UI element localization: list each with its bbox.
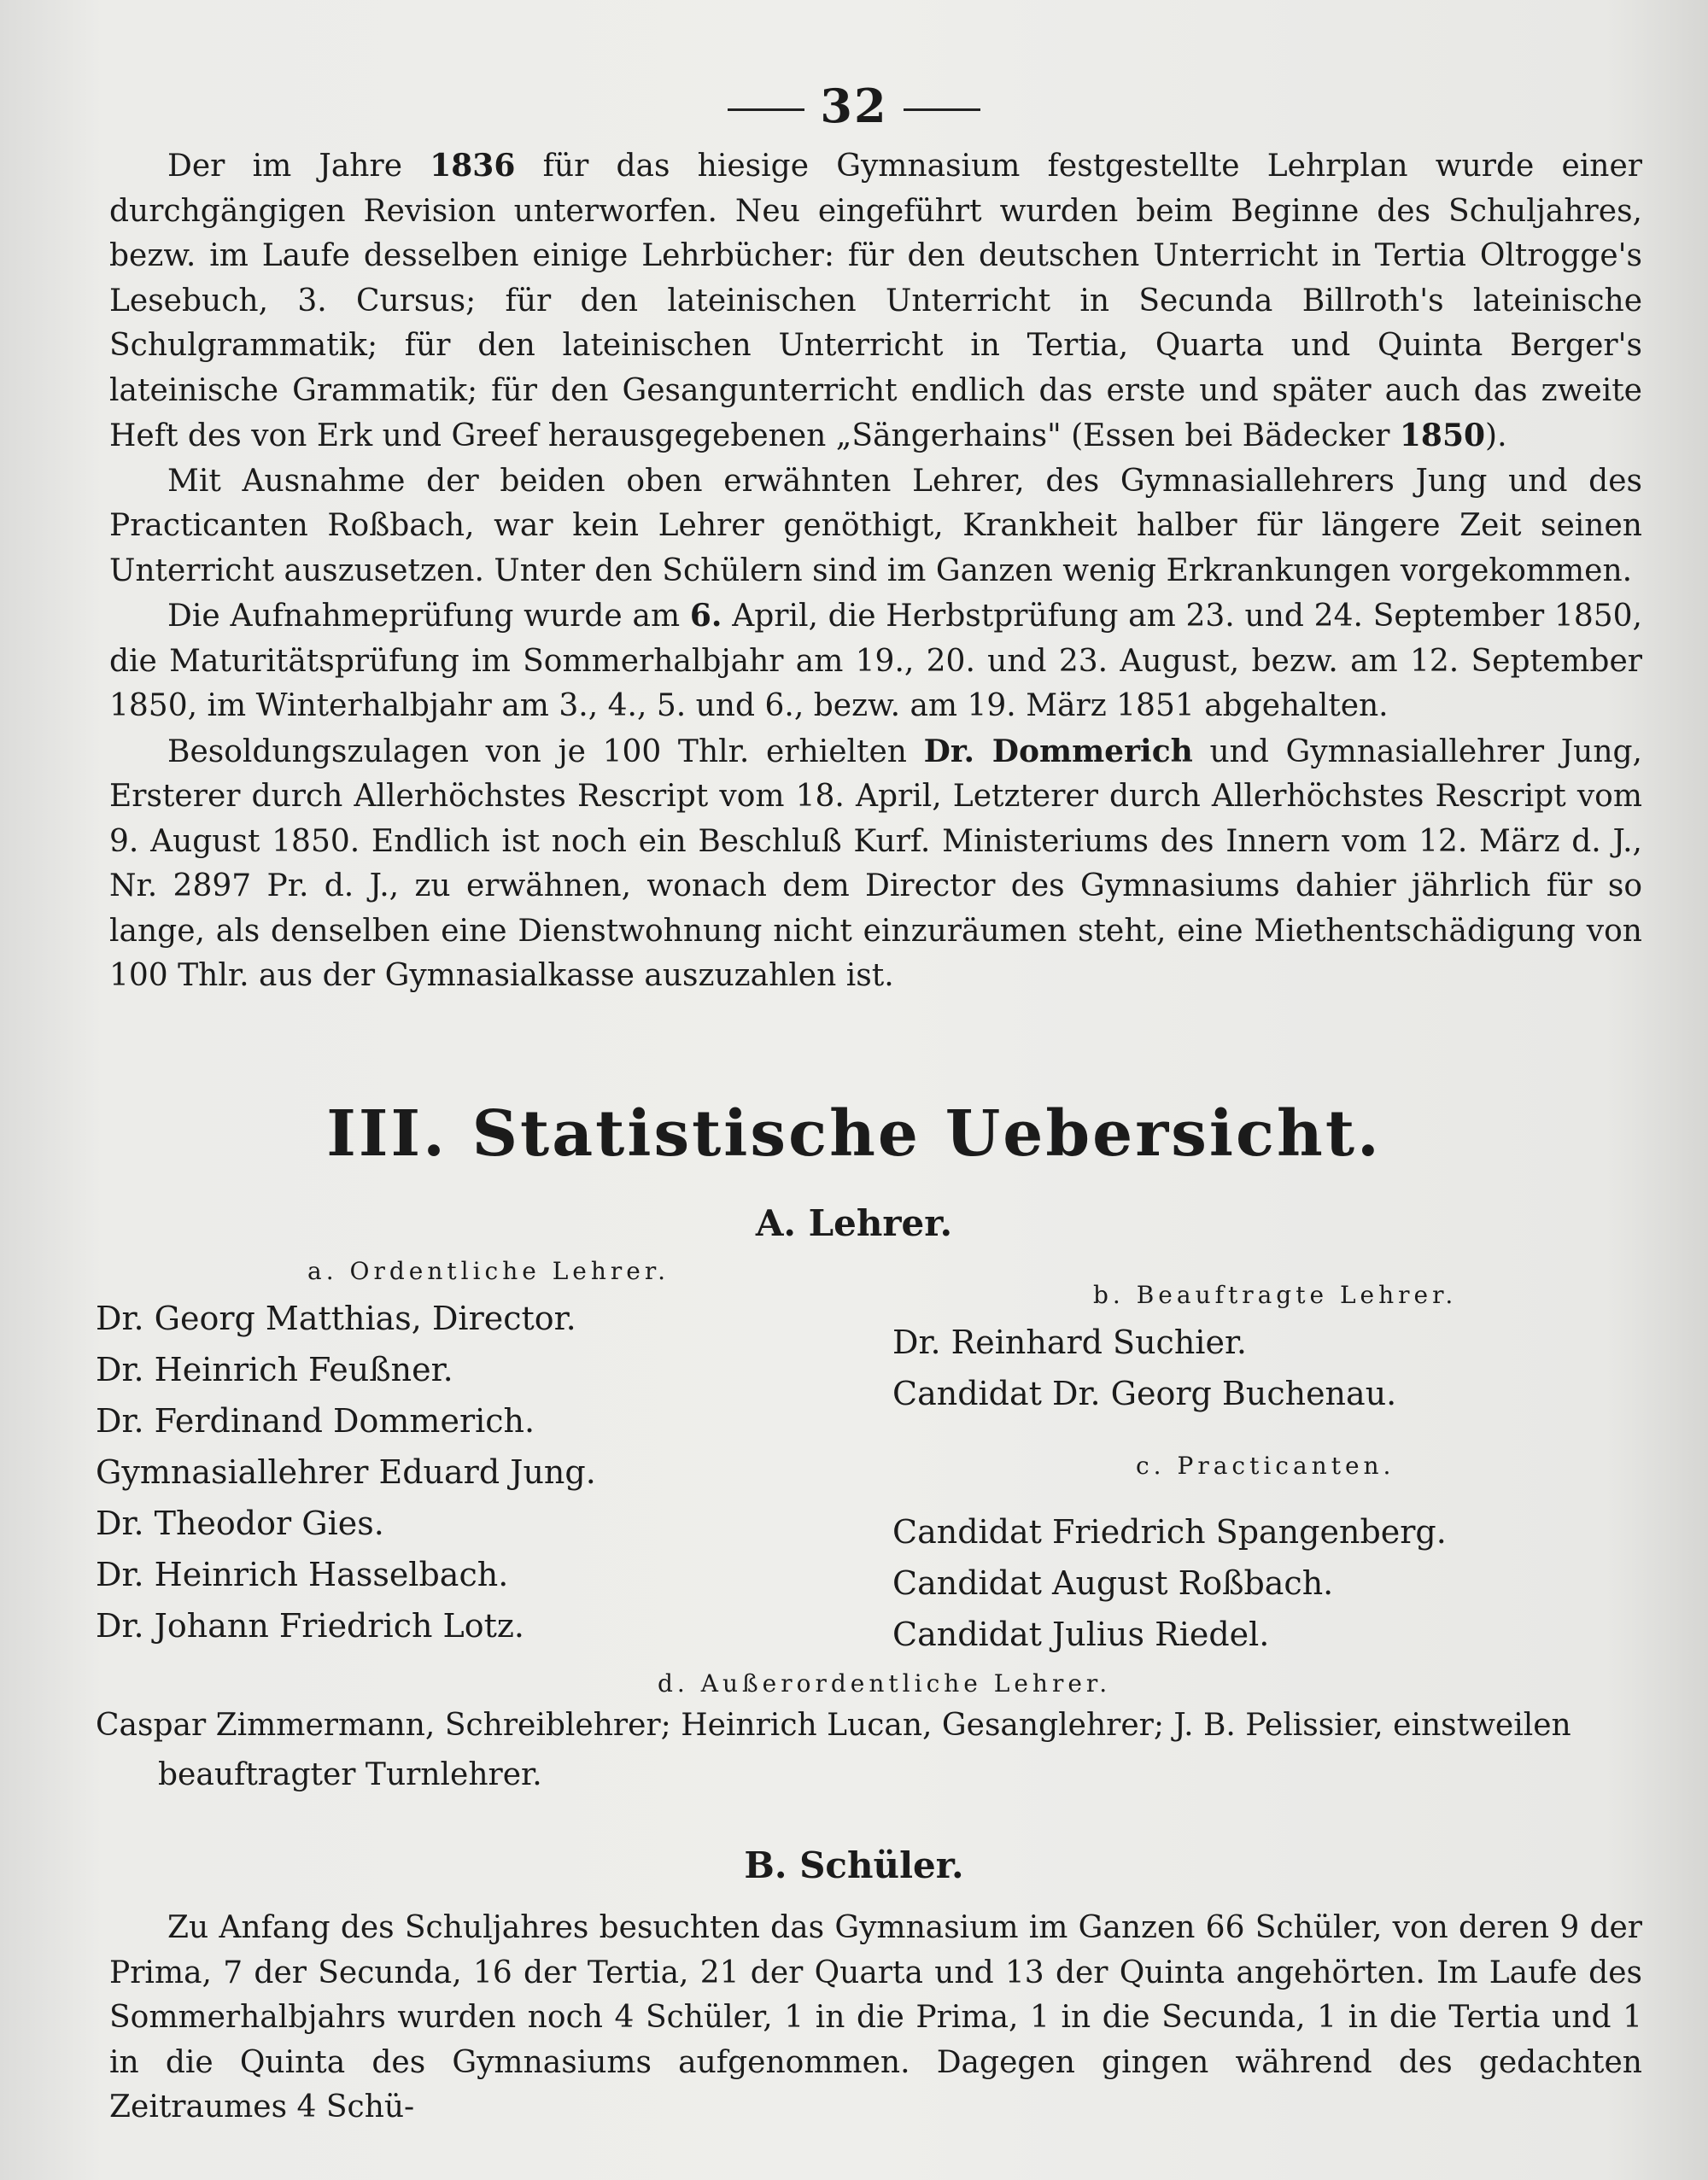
intro-text-block (109, 143, 1642, 999)
ausserordentliche-heading: d. Außerordentliche Lehrer. (658, 1669, 1112, 1698)
paragraph-lehrplan (109, 143, 1642, 459)
name-bold: Dr. Dommerich (923, 733, 1193, 769)
text-run: für das hiesige Gymnasium festgestellte Lehrplan wurde einer durchgängigen Revision unterworfen. Neu eingeführt wurden beim Beginne des Schuljahres, bezw. im Laufe desselben einige Lehrbücher: für den deutschen Unterricht in Tertia Oltrogge's Lesebuch, 3. Cursus; für den lateinischen Unterricht in Secunda Billroth's lateinische Schulgrammatik; für den lateinischen Unterricht in Tertia, Quarta und Quinta Berger's lateinische Grammatik; für den Gesangunterricht endlich das erste und später auch das zweite Heft des von Erk und Greef herausgegebenen „Sängerhains" (Essen bei Bädecker (109, 149, 1643, 453)
teacher-entry: Dr. Ferdinand Dommerich. (96, 1402, 535, 1440)
beauftragte-entry: Candidat Dr. Georg Buchenau. (892, 1375, 1397, 1412)
beauftragte-entry: Dr. Reinhard Suchier. (892, 1324, 1248, 1361)
teacher-entry: Dr. Heinrich Hasselbach. (96, 1556, 509, 1593)
practicanten-heading: c. Practicanten. (1136, 1452, 1395, 1480)
teacher-entry: Gymnasiallehrer Eduard Jung. (96, 1453, 596, 1491)
teacher-entry: Dr. Heinrich Feußner. (96, 1351, 453, 1388)
page-number-rule-right (904, 108, 980, 111)
teacher-entry: Dr. Theodor Gies. (96, 1505, 384, 1542)
paragraph-krankheit (109, 459, 1642, 594)
teacher-entry: Dr. Johann Friedrich Lotz. (96, 1607, 525, 1645)
practicant-entry: Candidat Julius Riedel. (892, 1616, 1270, 1653)
paragraph-schueler: Zu Anfang des Schuljahres besuchten das Gymnasium im Ganzen 66 Schüler, von deren 9 der Prima, 7 der Secunda, 16 der Tertia, 21 der Quarta und 13 der Quinta angehörten. Im Laufe des Sommerhalbjahrs wurden noch 4 Schüler, 1 in die Prima, 1 in die Secunda, 1 in die Tertia und 1 in die Quinta des Gymnasiums aufgenommen. Dagegen gingen während des gedachten Zeitraumes 4 Schü- (109, 1910, 1642, 2124)
text-run: Besoldungszulagen von je 100 Thlr. erhielten (167, 733, 924, 769)
text-run: ). (1485, 418, 1507, 453)
ausserordentliche-entry: Caspar Zimmermann, Schreiblehrer; Heinrich Lucan, Gesanglehrer; J. B. Pelissier, einstweilen (96, 1708, 1571, 1743)
practicant-entry: Candidat August Roßbach. (892, 1564, 1334, 1602)
section-title: III. Statistische Uebersicht. (326, 1097, 1382, 1171)
page-number (0, 79, 1708, 133)
text-run: Mit Ausnahme der beiden oben erwähnten Lehrer, des Gymnasiallehrers Jung und des Practicanten Roßbach, war kein Lehrer genöthigt, Krankheit halber für längere Zeit seinen Unterricht auszusetzen. Unter den Schülern sind im Ganzen wenig Erkrankungen vorgekommen. (109, 463, 1642, 588)
ordentliche-heading: a. Ordentliche Lehrer. (307, 1257, 670, 1285)
section-b-heading: B. Schüler. (744, 1844, 964, 1886)
teacher-entry: Dr. Georg Matthias, Director. (96, 1300, 576, 1337)
section-a-heading: A. Lehrer. (755, 1202, 953, 1244)
practicant-entry: Candidat Friedrich Spangenberg. (892, 1513, 1447, 1551)
page-number-text: 32 (820, 79, 888, 133)
beauftragte-heading: b. Beauftragte Lehrer. (1093, 1281, 1458, 1309)
year-1850: 1850 (1399, 418, 1486, 453)
paragraph-besoldung (109, 729, 1642, 999)
text-run: Der im Jahre (167, 149, 430, 184)
page-number-rule-left (728, 108, 804, 111)
paragraph-pruefungen (109, 593, 1642, 729)
schueler-text-block (109, 1906, 1642, 2130)
text-run: April, die Herbstprüfung am 23. und 24. September 1850, die Maturitätsprüfung im Sommerhalbjahr am 19., 20. und 23. August, bezw. am 12. September 1850, im Winterhalbjahr am 3., 4., 5. und 6., bezw. am 19. März 1851 abgehalten. (109, 599, 1642, 723)
ausserordentliche-entry-cont: beauftragter Turnlehrer. (158, 1757, 542, 1792)
text-run: und Gymnasiallehrer Jung, Ersterer durch Allerhöchstes Rescript vom 18. April, Letzterer durch Allerhöchstes Rescript vom 9. August 1850. Endlich ist noch ein Beschluß Kurf. Ministeriums des Innern vom 12. März d. J., Nr. 2897 Pr. d. J., zu erwähnen, wonach dem Director des Gymnasiums dahier jährlich für so lange, als denselben eine Dienstwohnung nicht einzuräumen steht, eine Miethentschädigung von 100 Thlr. aus der Gymnasialkasse auszuzahlen ist. (109, 733, 1642, 993)
date-bold: 6. (689, 598, 722, 634)
year-1836: 1836 (430, 148, 516, 184)
text-run: Die Aufnahmeprüfung wurde am (167, 599, 690, 634)
